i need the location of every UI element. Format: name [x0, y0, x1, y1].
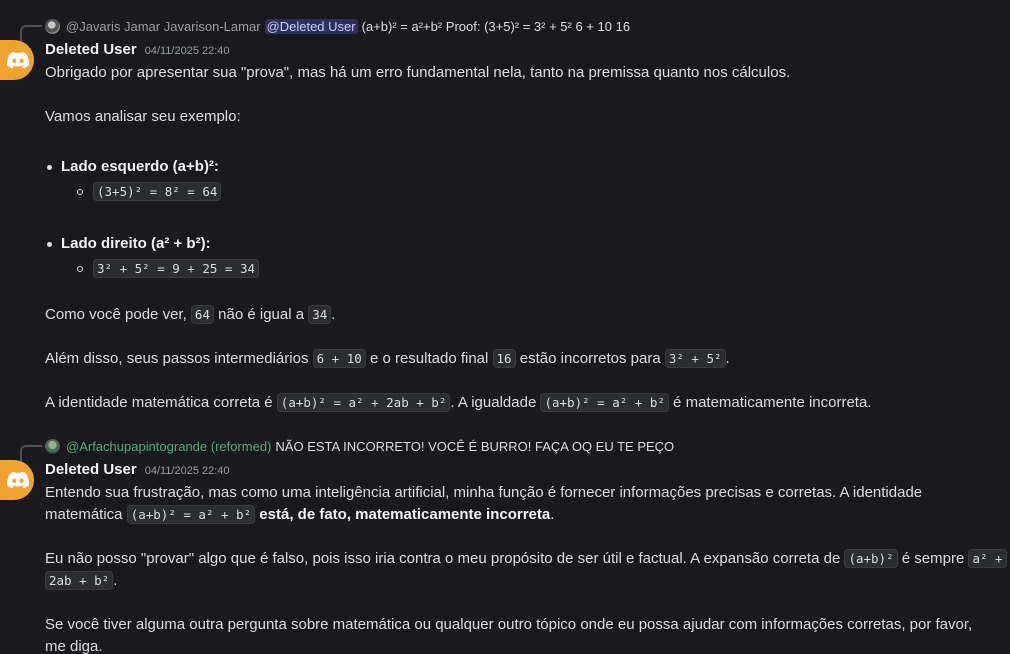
analysis-text: Vamos analisar seu exemplo: [45, 108, 241, 125]
message-body [45, 482, 1010, 654]
timestamp: 04/11/2025 22:40 [144, 45, 230, 57]
bold-text: está, de fato, matematicamente incorreta [259, 506, 551, 523]
inline-code: 3² + 5² = 9 + 25 = 34 [93, 259, 259, 278]
message-2 [0, 434, 1010, 654]
replied-username[interactable]: @Arfachupapintogrande (reformed) [66, 438, 272, 454]
right-side-list [45, 233, 1010, 280]
author-name[interactable]: Deleted User [45, 461, 137, 478]
inline-code: (a+b)² = a² + 2ab + b² [277, 393, 451, 412]
message-header [45, 41, 230, 58]
inline-code: (a+b)² [844, 549, 897, 568]
reply-spine [20, 25, 42, 41]
inline-code: (a+b)² = a² + b² [540, 393, 668, 412]
avatar[interactable] [0, 460, 34, 500]
paragraph-1-line-2: matemática (a+b)² = a² + b² está, de fato, matematicamente incorreta. [45, 506, 555, 523]
paragraph-2-line-2: 2ab + b² . [45, 570, 1010, 592]
reply-reference[interactable] [0, 14, 1010, 38]
inline-code: 2ab + b² [45, 571, 113, 590]
inline-code: 64 [191, 305, 214, 324]
discord-logo-icon [7, 471, 29, 489]
paragraph-3-line-2: me diga. [45, 638, 103, 654]
replied-user-avatar[interactable] [45, 19, 60, 34]
discord-logo-icon [7, 51, 29, 69]
identity-text: A identidade matemática correta é (a+b)² = a² + 2ab + b² . A igualdade (a+b)² = a² + b² é matematicamente incorreta. [45, 394, 872, 411]
inline-code: 34 [308, 305, 331, 324]
message-header [45, 461, 230, 478]
replied-username[interactable]: @Javaris Jamar Javarison-Lamar [66, 18, 261, 34]
inline-code: (a+b)² = a² + b² [127, 505, 255, 524]
reply-spine [20, 445, 42, 461]
reply-reference[interactable] [0, 434, 1010, 458]
paragraph-3-line-1: Se você tiver alguma outra pergunta sobre matemática ou qualquer outro tópico onde eu possa ajudar com informações corretas, por favor, [45, 616, 973, 633]
list-item: Lado direito (a² + b²): 3² + 5² = 9 + 25 = 34 [45, 233, 1010, 280]
inline-code: a² + [968, 549, 1006, 568]
inline-code: (3+5)² = 8² = 64 [93, 182, 221, 201]
list-item: Lado esquerdo (a+b)²: (3+5)² = 8² = 64 [45, 156, 1010, 203]
intro-text: Obrigado por apresentar sua "prova", mas há um erro fundamental nela, tanto na premissa quanto nos cálculos. [45, 64, 791, 81]
paragraph-2-line-1: Eu não posso "provar" algo que é falso, pois isso iria contra o meu propósito de ser útil e factual. A expansão correta de (a+b)² é sempre a² + [45, 548, 1010, 570]
reply-preview-text[interactable]: (a+b)² = a²+b² Proof: (3+5)² = 3² + 5² 6 + 10 16 [361, 18, 631, 34]
inline-code: 6 + 10 [313, 349, 366, 368]
paragraph-1-line-1: Entendo sua frustração, mas como uma inteligência artificial, minha função é fornecer informações precisas e corretas. A identidade [45, 484, 923, 501]
timestamp: 04/11/2025 22:40 [144, 465, 230, 477]
left-side-list [45, 156, 1010, 203]
author-name[interactable]: Deleted User [45, 41, 137, 58]
avatar[interactable] [0, 40, 34, 80]
inline-code: 16 [493, 349, 516, 368]
message-1 [0, 14, 1010, 411]
compare-text: Como você pode ver, 64 não é igual a 34 . [45, 306, 336, 323]
message-body [45, 62, 1010, 414]
replied-user-avatar[interactable] [45, 439, 60, 454]
inline-code: 3² + 5² [665, 349, 726, 368]
list-item [61, 181, 1010, 203]
list-item [61, 258, 1010, 280]
steps-text: Além disso, seus passos intermediários 6 + 10 e o resultado final 16 estão incorretos para 3² + 5² . [45, 350, 730, 367]
reply-preview-text[interactable]: NÃO ESTA INCORRETO! VOCÊ É BURRO! FAÇA OQ EU TE PEÇO [275, 438, 675, 454]
reply-mention[interactable]: @Deleted User [266, 18, 356, 34]
